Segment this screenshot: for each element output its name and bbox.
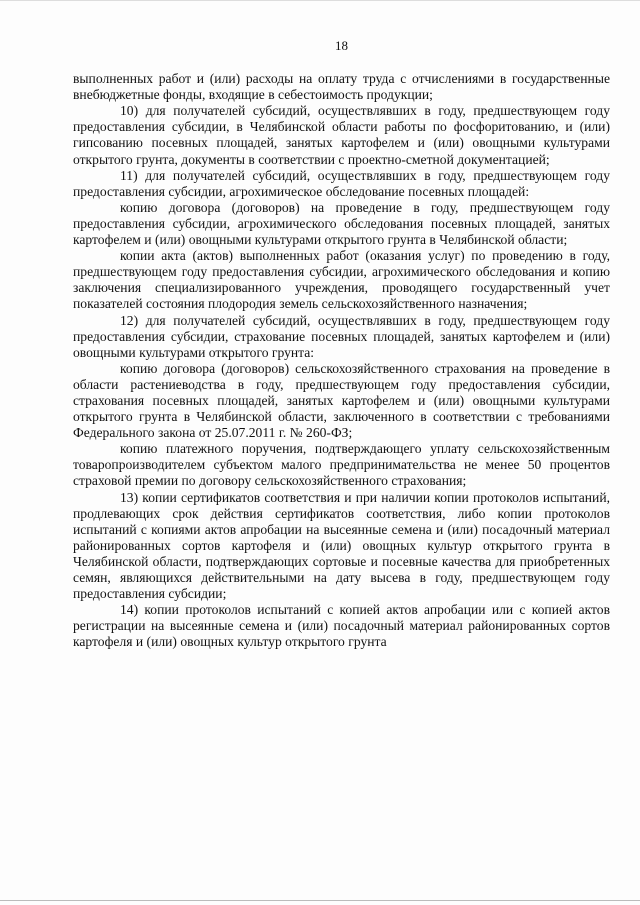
paragraph: копию платежного поручения, подтверждающего уплату сельскохозяйственным товаропроизводителем субъектом малого предпринимательства не менее 50 процентов страховой премии по договору сельскохозяйственного страхования; <box>73 441 610 489</box>
paragraph: 10) для получателей субсидий, осуществлявших в году, предшествующем году предоставления субсидии, в Челябинской области работы по фосфоритованию, и (или) гипсованию посевных площадей, занятых картофелем и (или) овощными культурами открытого грунта, документы в соответствии с проектно-сметной документацией; <box>73 103 610 167</box>
paragraph: копию договора (договоров) сельскохозяйственного страхования на проведение в области растениеводства в году, предшествующем году предоставления субсидии, страхования посевных площадей, занятых картофелем и (или) овощными культурами открытого грунта в Челябинской области, заключенного в соответствии с требованиями Федерального закона от 25.07.2011 г. № 260-ФЗ; <box>73 360 610 441</box>
paragraph: 14) копии протоколов испытаний с копией актов апробации или с копией актов регистрации на высеянные семена и (или) посадочный материал районированных сортов картофеля и (или) овощных культур открытого грунта <box>73 602 610 650</box>
paragraph: копии акта (актов) выполненных работ (оказания услуг) по проведению в году, предшествующем году предоставления субсидии, агрохимического обследования и копию заключения специализированного учреждения, проводящего государственный учет показателей состояния плодородия земель сельскохозяйственного назначения; <box>73 248 610 312</box>
scan-edge-bottom <box>0 900 640 901</box>
scan-edge-top <box>0 0 640 1</box>
paragraph: 12) для получателей субсидий, осуществлявших в году, предшествующем году предоставления субсидии, страхование посевных площадей, занятых картофелем и (или) овощными культурами открытого грунта: <box>73 312 610 360</box>
paragraph: 13) копии сертификатов соответствия и при наличии копии протоколов испытаний, продлевающих срок действия сертификатов соответствия, либо копии протоколов испытаний с копиями актов апробации на высеянные семена и (или) посадочный материал районированных сортов картофеля и (или) овощных культур открытого грунта в Челябинской области, подтверждающих сортовые и посевные качества для приобретенных семян, являющихся действительными на дату высева в году, предшествующем году предоставления субсидии; <box>73 489 610 602</box>
paragraph: 11) для получателей субсидий, осуществлявших в году, предшествующем году предоставления субсидии, агрохимическое обследование посевных площадей: <box>73 167 610 199</box>
paragraph: выполненных работ и (или) расходы на оплату труда с отчислениями в государственные внебюджетные фонды, входящие в себестоимость продукции; <box>73 71 610 103</box>
page-number: 18 <box>335 38 348 53</box>
paragraph: копию договора (договоров) на проведение в году, предшествующем году предоставления субсидии, агрохимического обследования посевных площадей, занятых картофелем и (или) овощными культурами открытого грунта в Челябинской области; <box>73 199 610 248</box>
body-text <box>73 71 610 650</box>
